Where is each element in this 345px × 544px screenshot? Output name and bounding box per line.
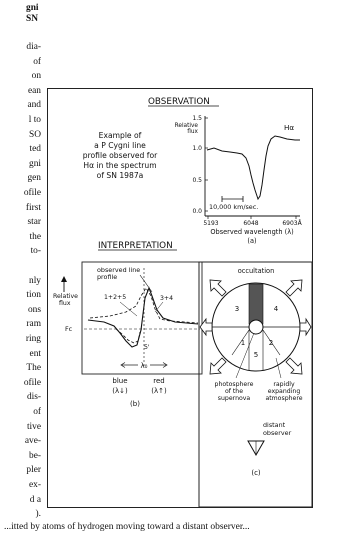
- region-5-label: 5: [253, 351, 259, 359]
- region-1-label: 1: [240, 339, 246, 347]
- obs-ylabel: [175, 123, 199, 135]
- left-column-text-line: ted: [29, 144, 41, 155]
- left-column-text-line: dia-: [26, 42, 41, 52]
- photosphere-label-3: supernova: [217, 395, 251, 402]
- left-column-text-line: and: [27, 100, 41, 111]
- panel-b-label-125: 1+2+5: [104, 294, 127, 301]
- example-line-5: of SN 1987a: [96, 171, 144, 180]
- obs-scale-bar-label: 10,000 km/sec.: [209, 203, 259, 211]
- observation-title: OBSERVATION: [148, 97, 210, 107]
- panel-b-red-1: red: [153, 377, 165, 385]
- left-column-text-line: l to: [28, 115, 41, 125]
- obs-xtick-3: 6903Å: [282, 220, 302, 227]
- example-line-3: profile observed for: [82, 151, 158, 160]
- observer-label: [263, 421, 292, 437]
- panel-b-label-5prime: 5': [144, 344, 150, 351]
- atmosphere-label-2: expanding: [267, 388, 301, 395]
- arrow-right: [300, 319, 311, 335]
- example-line-4: Hα in the spectrum: [83, 161, 157, 170]
- photosphere-label-1: photosphere: [214, 381, 254, 388]
- obs-ytick-3: 0.5: [192, 177, 202, 184]
- observer-label-1: distant: [263, 421, 286, 429]
- left-column-text-line: on: [31, 71, 41, 82]
- left-column-text-line: ofile: [23, 188, 41, 198]
- interpretation-title: INTERPRETATION: [98, 241, 173, 251]
- panel-b-fc-label: Fc: [65, 325, 73, 333]
- left-column-text-line: ex-: [29, 480, 41, 490]
- panel-b-profile-label-2: profile: [97, 273, 118, 281]
- panel-b-panel-label: (b): [130, 400, 140, 408]
- panel-b-label-125-pointer: [120, 302, 137, 316]
- arrow-upper-right: [286, 280, 302, 296]
- obs-xlabel: Observed wavelength (λ): [210, 228, 294, 236]
- obs-ytick-2: 1.0: [192, 145, 202, 152]
- occultation-column: [249, 284, 263, 324]
- left-column-text-line: ons: [27, 304, 41, 315]
- obs-spectrum-curve: [207, 136, 300, 199]
- obs-ytick-4: 0.0: [192, 208, 202, 215]
- panel-b-ylabel-1: Relative: [53, 293, 78, 300]
- photosphere-label: [215, 381, 254, 402]
- left-column-text-line: ave-: [24, 436, 41, 447]
- left-column-text-line: ent: [29, 348, 41, 359]
- obs-xtick-1: 5193: [203, 220, 219, 227]
- panel-b-absorption-curve: [116, 329, 140, 343]
- arrow-lower-left: [210, 358, 226, 374]
- panel-b-ylabel: [53, 293, 78, 307]
- obs-ylabel-2: flux: [187, 129, 198, 135]
- arrow-upper-left: [210, 280, 226, 296]
- panel-b-profile-label-1: observed line: [97, 266, 141, 274]
- left-column-text-line: be-: [29, 450, 41, 461]
- left-column-text-line: dis-: [26, 392, 41, 403]
- panel-b-blue-2: (λ↓): [112, 387, 128, 395]
- panel-b-red-label: [151, 377, 167, 395]
- panel-b-blue-label: [112, 377, 128, 395]
- left-column-text-line: star: [27, 217, 41, 228]
- obs-xticks: [203, 216, 302, 227]
- example-line-2: a P Cygni line: [94, 141, 146, 150]
- left-column-text-line: tive: [26, 421, 41, 432]
- obs-scale-bar: [222, 196, 243, 202]
- panel-b-profile-pointer: [140, 275, 152, 292]
- atmosphere-label-3: atmosphere: [265, 395, 303, 402]
- left-column-text-line: ring: [25, 334, 41, 344]
- panel-b-profile-label: [97, 266, 140, 281]
- left-column-text-line: ).: [35, 509, 41, 520]
- atmosphere-label-1: rapidly: [273, 381, 295, 388]
- panel-b-blue-1: blue: [112, 377, 128, 385]
- left-column-text-line: SO: [29, 129, 41, 140]
- left-column-text-line: ram: [26, 319, 41, 330]
- left-column-text-line: ofile: [23, 377, 41, 388]
- left-column-text-line: ean: [27, 85, 41, 96]
- caption-text: ...itted by atoms of hydrogen moving toward a distant observer...: [4, 522, 250, 532]
- region-2-label: 2: [268, 339, 274, 347]
- panel-b-lambda0-label: λ₀: [140, 362, 148, 370]
- panel-b-ylabel-2: flux: [59, 300, 71, 307]
- panel-b-label-34: 3+4: [160, 295, 174, 302]
- left-column-text-line: tion: [26, 290, 41, 301]
- obs-line-label: Hα: [284, 123, 295, 132]
- atmosphere-label: [265, 381, 302, 402]
- obs-xtick-2: 6048: [243, 220, 259, 227]
- left-column-text-line: the: [29, 231, 41, 242]
- panel-c-occultation-label: occultation: [237, 267, 275, 275]
- left-column-text-line: nly: [29, 275, 41, 286]
- left-column-heading-line: gni: [26, 3, 39, 13]
- example-text: [83, 131, 158, 180]
- region-4-label: 4: [273, 305, 279, 313]
- panel-c-panel-label: (c): [251, 469, 261, 477]
- observer-label-2: observer: [263, 429, 292, 437]
- arrow-lower-right: [286, 358, 302, 374]
- photosphere-circle: [249, 320, 263, 334]
- left-column-text-line: to-: [30, 246, 41, 257]
- obs-panel-label: (a): [247, 237, 257, 245]
- left-column-text-line: d a: [29, 494, 41, 505]
- left-column-text-line: gni: [29, 158, 41, 169]
- left-column-text-line: of: [33, 407, 41, 417]
- left-column-text-line: The: [26, 363, 41, 374]
- left-column-text-line: of: [33, 56, 41, 67]
- left-column-text-line: pler: [26, 465, 41, 476]
- example-line-1: Example of: [98, 131, 142, 140]
- left-column-text-line: gen: [27, 173, 41, 184]
- photosphere-label-2: of the: [224, 388, 244, 395]
- region-3-label: 3: [234, 305, 240, 313]
- panel-b-yaxis-arrow: [61, 276, 67, 292]
- obs-ylabel-1: Relative: [174, 123, 198, 129]
- left-column-text-line: first: [25, 202, 41, 213]
- panel-b-red-2: (λ↑): [151, 387, 167, 395]
- left-column-heading-line: SN: [26, 14, 38, 24]
- obs-ytick-1: 1.5: [192, 115, 202, 122]
